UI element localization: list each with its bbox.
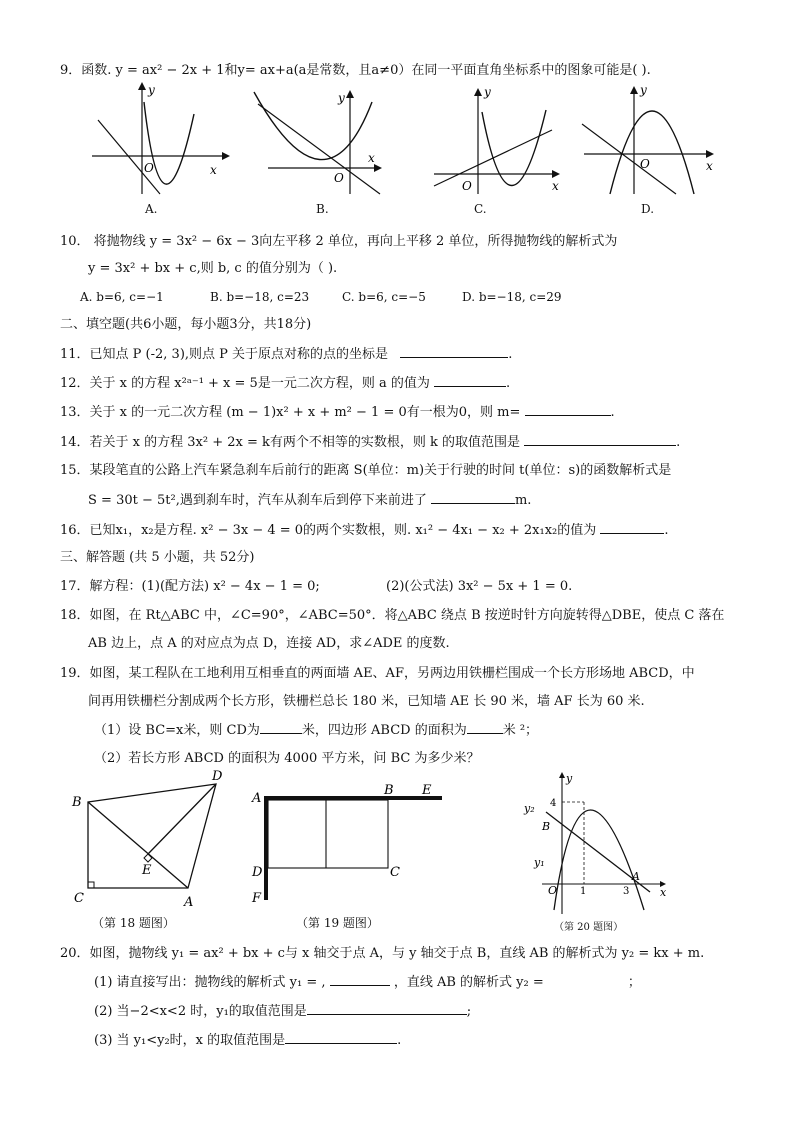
q9-graph-d	[580, 82, 720, 200]
q12-end: .	[505, 376, 511, 391]
q18-line2: AB 边上，点 A 的对应点为点 D，连接 AD，求∠ADE 的度数.	[88, 636, 450, 651]
q9a-x: x	[210, 163, 217, 177]
q20-sub3-end: .	[397, 1033, 402, 1048]
q15-line1: 15．某段笔直的公路上汽车紧急刹车后前行的距离 S(单位：m)关于行驶的时间 t(单位：s)的函数解析式是	[60, 463, 672, 478]
q14-text: 14．若关于 x 的方程 3x² + 2x = k有两个不相等的实数根，则 k 的取值范围是	[60, 435, 521, 450]
fig18-label-b: B	[72, 795, 82, 810]
q13-text: 13．关于 x 的一元二次方程 (m − 1)x² + x + m² − 1 = 0有一根为0，则 m=	[60, 405, 521, 420]
q20-sub2	[94, 1002, 471, 1021]
fig19-caption: （第 19 题图）	[296, 916, 379, 930]
q20-sub3	[94, 1031, 401, 1050]
q15-line2-text: S = 30t − 5t²,遇到刹车时，汽车从刹车后到停下来前进了	[88, 493, 427, 508]
q19-cd-blank[interactable]	[260, 721, 302, 734]
fig18-caption: （第 18 题图）	[92, 916, 175, 930]
q9-option-a[interactable]: A.	[145, 202, 158, 216]
q19-area-blank[interactable]	[467, 721, 503, 734]
fig18-label-a: A	[184, 895, 194, 910]
q19-sub1	[94, 721, 538, 740]
q19-line1: 19．如图，某工程队在工地利用互相垂直的两面墙 AE、AF，另两边用铁栅栏围成一个长方形场地 ABCD，中	[60, 666, 695, 681]
q20-sub1-text-b: ，直线 AB 的解析式 y₂ =	[393, 975, 544, 990]
fig19-label-e: E	[422, 783, 432, 798]
q14	[60, 433, 680, 452]
q15-end: m.	[514, 493, 532, 508]
fig18-label-c: C	[74, 891, 84, 906]
q17-part2: (2)(公式法) 3x² − 5x + 1 = 0.	[386, 579, 573, 594]
q19-sub1-text-b: 米，四边形 ABCD 的面积为	[301, 723, 467, 738]
q20-sub2-text: (2) 当−2<x<2 时，y₁的取值范围是	[94, 1004, 307, 1019]
q9-option-b[interactable]: B.	[316, 202, 329, 216]
q14-answer-blank[interactable]	[524, 433, 676, 446]
fig20-label-y2: y₂	[524, 802, 535, 815]
section-fill-in-title: 二、填空题(共6小题，每小题3分，共18分)	[60, 317, 312, 332]
q9b-y: y	[338, 91, 345, 105]
q20-sub3-blank[interactable]	[285, 1031, 397, 1044]
section-solve-title: 三、解答题 (共 5 小题，共 52分)	[60, 550, 255, 565]
q12-text: 12．关于 x 的方程 x²ᵃ⁻¹ + x = 5是一元二次方程，则 a 的值为	[60, 376, 430, 391]
q9c-x: x	[552, 179, 559, 193]
q11-end: .	[508, 347, 513, 362]
q9a-y: y	[148, 83, 155, 97]
q9b-o: O	[334, 171, 344, 185]
q19-line2: 间再用铁栅栏分割成两个长方形，铁栅栏总长 180 米，已知墙 AE 长 90 米，墙 AF 长为 60 米.	[88, 694, 645, 709]
q9d-y: y	[640, 83, 647, 97]
q11-answer-blank[interactable]	[400, 345, 508, 358]
fig19-label-a: A	[252, 791, 262, 806]
q10-option-c[interactable]: C. b=6, c=−5	[342, 290, 426, 304]
q9-stem: 9．函数. y = ax² − 2x + 1和y= ax+a(a是常数，且a≠0）在同一平面直角坐标系中的图象可能是( ).	[60, 63, 651, 78]
q20-line1: 20．如图，抛物线 y₁ = ax² + bx + c与 x 轴交于点 A，与 y 轴交于点 B，直线 AB 的解析式为 y₂ = kx + m.	[60, 946, 705, 961]
q10-option-b[interactable]: B. b=−18, c=23	[210, 290, 310, 304]
q9-graph-c	[432, 82, 567, 200]
q9-option-c[interactable]: C.	[474, 202, 487, 216]
fig19-label-d: D	[252, 865, 263, 880]
fig20-origin: O	[548, 884, 558, 897]
q10-option-a[interactable]: A. b=6, c=−1	[80, 290, 164, 304]
q19-sub2: （2）若长方形 ABCD 的面积为 4000 平方米，问 BC 为多少米？	[94, 751, 480, 766]
q16-text: 16．已知x₁，x₂是方程. x² − 3x − 4 = 0的两个实数根，则. x₁² − 4x₁ − x₂ + 2x₁x₂的值为	[60, 523, 597, 538]
fig20-axis-y: y	[566, 772, 573, 785]
q20-sub3-text: (3) 当 y₁<y₂时，x 的取值范围是	[94, 1033, 286, 1048]
q11-text: 11．已知点 P (-2, 3),则点 P 关于原点对称的点的坐标是	[60, 347, 389, 362]
q9d-o: O	[640, 157, 650, 171]
q9-graph-b	[248, 82, 388, 200]
fig19-label-c: C	[390, 865, 400, 880]
fig20-caption: （第 20 题图）	[554, 922, 624, 933]
fig19-label-f: F	[252, 891, 262, 906]
fig18-label-d: D	[212, 770, 223, 784]
q9-graph-a	[90, 82, 230, 200]
fig20-tick-4: 4	[550, 798, 557, 809]
q9c-y: y	[484, 85, 491, 99]
fig20-tick-1: 1	[580, 886, 587, 897]
q13-answer-blank[interactable]	[525, 403, 611, 416]
q9b-x: x	[368, 151, 375, 165]
fig18-label-e: E	[142, 863, 152, 878]
q20-sub1-text-a: (1) 请直接写出：抛物线的解析式 y₁ = ,	[94, 975, 326, 990]
q20-sub2-blank[interactable]	[307, 1002, 467, 1015]
q20-y1-blank[interactable]	[330, 973, 390, 986]
q18-line1: 18．如图，在 Rt△ABC 中，∠C=90°，∠ABC=50°．将△ABC 绕点 B 按逆时针方向旋转得△DBE，使点 C 落在	[60, 608, 725, 623]
q19-sub1-text-c: 米 ²；	[502, 723, 539, 738]
q16-end: .	[664, 523, 669, 538]
figure-19	[248, 780, 448, 910]
fig20-label-a: A	[632, 870, 640, 883]
q12-answer-blank[interactable]	[434, 374, 506, 387]
q11	[60, 345, 512, 364]
q15-line2	[88, 491, 531, 510]
q19-sub1-text-a: （1）设 BC=x米，则 CD为	[94, 723, 260, 738]
q14-end: .	[676, 435, 681, 450]
q20-sub1-text-c: ；	[627, 975, 641, 990]
q12	[60, 374, 510, 393]
figure-18	[70, 770, 230, 910]
figure-20	[516, 770, 676, 918]
q15-answer-blank[interactable]	[431, 491, 515, 504]
q17-part1: 17．解方程：(1)(配方法) x² − 4x − 1 = 0;	[60, 579, 320, 594]
q13-end: .	[610, 405, 615, 420]
fig19-label-b: B	[384, 783, 394, 798]
q20-sub2-end: ;	[466, 1004, 472, 1019]
q9d-x: x	[706, 159, 713, 173]
q10-option-d[interactable]: D. b=−18, c=29	[462, 290, 562, 304]
fig20-label-y1: y₁	[534, 856, 545, 869]
q16	[60, 521, 669, 540]
q9-option-d[interactable]: D.	[641, 202, 655, 216]
q10-line2: y = 3x² + bx + c,则 b, c 的值分别为（ ).	[88, 261, 338, 276]
q16-answer-blank[interactable]	[600, 521, 664, 534]
fig20-tick-3: 3	[623, 886, 630, 897]
q13	[60, 403, 615, 422]
q9a-o: O	[144, 161, 154, 175]
fig20-label-b: B	[542, 820, 551, 833]
q9c-o: O	[462, 179, 472, 193]
q20-sub1	[94, 973, 641, 992]
fig20-axis-x: x	[660, 886, 667, 899]
q10-line1: 10． 将抛物线 y = 3x² − 6x − 3向左平移 2 单位，再向上平移 2 单位，所得抛物线的解析式为	[60, 234, 618, 249]
